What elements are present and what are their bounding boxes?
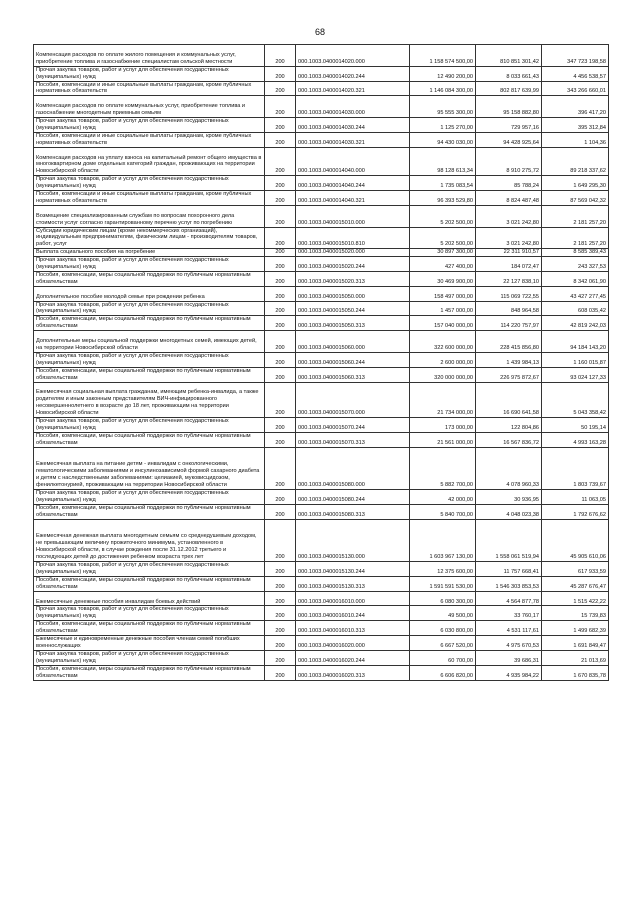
row-unexecuted-amount-cell: 15 739,83	[542, 606, 609, 621]
row-admin-code-cell: 200	[265, 249, 296, 257]
row-approved-amount-cell: 12 490 200,00	[410, 66, 476, 81]
row-classification-code-cell: 000.1003.0400016010.244	[296, 606, 410, 621]
row-approved-amount-cell: 5 882 700,00	[410, 447, 476, 489]
row-unexecuted-amount-cell: 21 013,69	[542, 650, 609, 665]
row-unexecuted-amount-cell: 1 104,36	[542, 132, 609, 147]
row-admin-code-cell: 200	[265, 562, 296, 577]
row-name-cell: Пособия, компенсации, меры социальной поддержки по публичным нормативным обязательствам	[34, 432, 265, 447]
row-executed-amount-cell: 33 760,17	[476, 606, 542, 621]
row-approved-amount-cell: 158 497 000,00	[410, 286, 476, 301]
table-row	[34, 504, 609, 519]
row-admin-code-cell: 200	[265, 286, 296, 301]
row-unexecuted-amount-cell: 8 342 061,90	[542, 271, 609, 286]
table-row	[34, 118, 609, 133]
row-unexecuted-amount-cell: 1 649 295,30	[542, 176, 609, 191]
table-row	[34, 367, 609, 382]
row-executed-amount-cell: 16 567 836,72	[476, 432, 542, 447]
row-approved-amount-cell: 60 700,00	[410, 650, 476, 665]
table-row	[34, 257, 609, 272]
row-unexecuted-amount-cell: 608 035,42	[542, 301, 609, 316]
row-approved-amount-cell: 21 734 000,00	[410, 382, 476, 418]
row-name-cell: Пособия, компенсации, меры социальной поддержки по публичным нормативным обязательствам	[34, 316, 265, 331]
row-admin-code-cell: 200	[265, 331, 296, 353]
row-executed-amount-cell: 4 975 670,53	[476, 636, 542, 651]
row-approved-amount-cell: 2 600 000,00	[410, 352, 476, 367]
row-classification-code-cell: 000.1003.0400014020.000	[296, 45, 410, 67]
row-name-cell: Компенсация расходов по оплате жилого помещения и коммунальных услуг, приобретение топлива и газоснабжение специалистам сельской местности	[34, 45, 265, 67]
table-row	[34, 591, 609, 606]
row-executed-amount-cell: 122 804,86	[476, 418, 542, 433]
row-name-cell: Пособия, компенсации, меры социальной поддержки по публичным нормативным обязательствам	[34, 504, 265, 519]
page-number: 68	[314, 27, 325, 37]
row-admin-code-cell: 200	[265, 227, 296, 249]
row-executed-amount-cell: 11 757 668,41	[476, 562, 542, 577]
row-classification-code-cell: 000.1003.0400015130.000	[296, 519, 410, 561]
row-approved-amount-cell: 157 040 000,00	[410, 316, 476, 331]
row-classification-code-cell: 000.1003.0400014040.321	[296, 191, 410, 206]
row-name-cell: Компенсация расходов на уплату взноса на капитальный ремонт общего имущества в многоквартирном доме отдельных категорий граждан, проживающих на территории Новосибирской области	[34, 147, 265, 176]
row-approved-amount-cell: 96 393 529,80	[410, 191, 476, 206]
table-row	[34, 418, 609, 433]
row-approved-amount-cell: 320 000 000,00	[410, 367, 476, 382]
table-row	[34, 147, 609, 176]
row-classification-code-cell: 000.1003.0400014020.321	[296, 81, 410, 96]
table-row	[34, 352, 609, 367]
row-admin-code-cell: 200	[265, 257, 296, 272]
row-approved-amount-cell: 322 600 000,00	[410, 331, 476, 353]
table-row	[34, 132, 609, 147]
row-admin-code-cell: 200	[265, 191, 296, 206]
row-unexecuted-amount-cell: 1 670 835,78	[542, 665, 609, 680]
table-row	[34, 562, 609, 577]
row-admin-code-cell: 200	[265, 81, 296, 96]
row-unexecuted-amount-cell: 8 585 389,43	[542, 249, 609, 257]
table-row	[34, 191, 609, 206]
row-approved-amount-cell: 1 735 083,54	[410, 176, 476, 191]
row-name-cell: Пособия, компенсации и иные социальные выплаты гражданам, кроме публичных нормативных обязательств	[34, 81, 265, 96]
row-executed-amount-cell: 115 069 722,55	[476, 286, 542, 301]
row-executed-amount-cell: 228 415 856,80	[476, 331, 542, 353]
row-executed-amount-cell: 3 021 242,80	[476, 205, 542, 227]
row-unexecuted-amount-cell: 42 819 242,03	[542, 316, 609, 331]
row-admin-code-cell: 200	[265, 650, 296, 665]
row-approved-amount-cell: 6 606 820,00	[410, 665, 476, 680]
row-name-cell: Пособия, компенсации и иные социальные выплаты гражданам, кроме публичных нормативных обязательств	[34, 132, 265, 147]
row-unexecuted-amount-cell: 4 456 538,57	[542, 66, 609, 81]
row-unexecuted-amount-cell: 1 691 849,47	[542, 636, 609, 651]
row-classification-code-cell: 000.1003.0400015020.313	[296, 271, 410, 286]
table-row	[34, 249, 609, 257]
table-row	[34, 665, 609, 680]
row-approved-amount-cell: 95 555 300,00	[410, 96, 476, 118]
row-executed-amount-cell: 4 531 117,61	[476, 621, 542, 636]
table-row	[34, 316, 609, 331]
table-row	[34, 331, 609, 353]
table-row	[34, 205, 609, 227]
row-executed-amount-cell: 184 072,47	[476, 257, 542, 272]
table-row	[34, 519, 609, 561]
row-executed-amount-cell: 4 048 023,38	[476, 504, 542, 519]
row-classification-code-cell: 000.1003.0400015060.313	[296, 367, 410, 382]
table-row	[34, 286, 609, 301]
row-classification-code-cell: 000.1003.0400014030.244	[296, 118, 410, 133]
row-classification-code-cell: 000.1003.0400015080.000	[296, 447, 410, 489]
table-row	[34, 301, 609, 316]
row-name-cell: Прочая закупка товаров, работ и услуг для обеспечения государственных (муниципальных) нужд	[34, 650, 265, 665]
row-name-cell: Прочая закупка товаров, работ и услуг для обеспечения государственных (муниципальных) нужд	[34, 176, 265, 191]
row-admin-code-cell: 200	[265, 606, 296, 621]
row-name-cell: Прочая закупка товаров, работ и услуг для обеспечения государственных (муниципальных) нужд	[34, 606, 265, 621]
row-unexecuted-amount-cell: 43 427 277,45	[542, 286, 609, 301]
row-approved-amount-cell: 1 158 574 500,00	[410, 45, 476, 67]
row-name-cell: Пособия, компенсации, меры социальной поддержки по публичным нормативным обязательствам	[34, 271, 265, 286]
row-unexecuted-amount-cell: 1 160 015,87	[542, 352, 609, 367]
row-classification-code-cell: 000.1003.0400015050.000	[296, 286, 410, 301]
row-name-cell: Выплата социального пособия на погребение	[34, 249, 265, 257]
row-unexecuted-amount-cell: 617 933,59	[542, 562, 609, 577]
row-executed-amount-cell: 8 033 661,43	[476, 66, 542, 81]
row-admin-code-cell: 200	[265, 418, 296, 433]
row-admin-code-cell: 200	[265, 665, 296, 680]
table-row	[34, 66, 609, 81]
row-executed-amount-cell: 94 428 925,64	[476, 132, 542, 147]
table-row	[34, 45, 609, 67]
row-unexecuted-amount-cell: 45 287 676,47	[542, 576, 609, 591]
row-executed-amount-cell: 4 564 877,78	[476, 591, 542, 606]
row-approved-amount-cell: 98 128 613,34	[410, 147, 476, 176]
row-classification-code-cell: 000.1003.0400015020.244	[296, 257, 410, 272]
row-unexecuted-amount-cell: 343 266 660,01	[542, 81, 609, 96]
table-row	[34, 490, 609, 505]
row-admin-code-cell: 200	[265, 504, 296, 519]
row-classification-code-cell: 000.1003.0400015130.244	[296, 562, 410, 577]
table-row	[34, 606, 609, 621]
table-body	[34, 45, 609, 681]
table-row	[34, 432, 609, 447]
row-classification-code-cell: 000.1003.0400016020.313	[296, 665, 410, 680]
row-approved-amount-cell: 6 667 520,00	[410, 636, 476, 651]
row-executed-amount-cell: 8 910 275,72	[476, 147, 542, 176]
row-classification-code-cell: 000.1003.0400015010.810	[296, 227, 410, 249]
row-executed-amount-cell: 30 936,95	[476, 490, 542, 505]
row-classification-code-cell: 000.1003.0400016020.000	[296, 636, 410, 651]
row-unexecuted-amount-cell: 2 181 257,20	[542, 205, 609, 227]
row-name-cell: Прочая закупка товаров, работ и услуг для обеспечения государственных (муниципальных) нужд	[34, 562, 265, 577]
row-admin-code-cell: 200	[265, 147, 296, 176]
table-row	[34, 576, 609, 591]
row-approved-amount-cell: 42 000,00	[410, 490, 476, 505]
row-unexecuted-amount-cell: 87 569 042,32	[542, 191, 609, 206]
table-row	[34, 650, 609, 665]
row-admin-code-cell: 200	[265, 118, 296, 133]
table-row	[34, 176, 609, 191]
row-unexecuted-amount-cell: 1 803 739,67	[542, 447, 609, 489]
row-executed-amount-cell: 16 690 641,58	[476, 382, 542, 418]
row-executed-amount-cell: 95 158 882,80	[476, 96, 542, 118]
row-name-cell: Ежемесячная выплата на питание детям - инвалидам с онкологическими, гематологическими заболеваниями и инсулинозависимой формой сахарного диабета и детям с наследственными заболеваниями: целиакией, муковисцидозом, фенилкетонурией, проживающим на территории Новосибирской области	[34, 447, 265, 489]
row-classification-code-cell: 000.1003.0400016010.000	[296, 591, 410, 606]
row-approved-amount-cell: 6 030 800,00	[410, 621, 476, 636]
table-row	[34, 271, 609, 286]
row-executed-amount-cell: 1 558 061 519,94	[476, 519, 542, 561]
table-row	[34, 621, 609, 636]
row-classification-code-cell: 000.1003.0400015050.244	[296, 301, 410, 316]
row-executed-amount-cell: 4 935 984,22	[476, 665, 542, 680]
row-name-cell: Субсидии юридическим лицам (кроме некоммерческих организаций), индивидуальным предпринимателям, физическим лицам - производителям товаров, работ, услуг	[34, 227, 265, 249]
row-name-cell: Дополнительные меры социальной поддержки многодетных семей, имеющих детей, на территории Новосибирской области	[34, 331, 265, 353]
row-executed-amount-cell: 4 078 960,33	[476, 447, 542, 489]
row-executed-amount-cell: 802 817 639,99	[476, 81, 542, 96]
row-admin-code-cell: 200	[265, 301, 296, 316]
row-unexecuted-amount-cell: 1 515 422,22	[542, 591, 609, 606]
row-unexecuted-amount-cell: 2 181 257,20	[542, 227, 609, 249]
row-classification-code-cell: 000.1003.0400015070.000	[296, 382, 410, 418]
row-approved-amount-cell: 1 591 591 530,00	[410, 576, 476, 591]
row-admin-code-cell: 200	[265, 432, 296, 447]
row-name-cell: Ежемесячная социальная выплата гражданам, имеющим ребенка-инвалида, а также родителям и иным законным представителям ВИЧ-инфицированного несовершеннолетнего в возрасте до 18 лет, проживающим на территории Новосибирской области	[34, 382, 265, 418]
row-classification-code-cell: 000.1003.0400014040.000	[296, 147, 410, 176]
row-executed-amount-cell: 85 788,24	[476, 176, 542, 191]
row-classification-code-cell: 000.1003.0400015020.000	[296, 249, 410, 257]
row-approved-amount-cell: 12 375 600,00	[410, 562, 476, 577]
row-admin-code-cell: 200	[265, 367, 296, 382]
row-admin-code-cell: 200	[265, 621, 296, 636]
row-name-cell: Пособия, компенсации, меры социальной поддержки по публичным нормативным обязательствам	[34, 621, 265, 636]
row-name-cell: Прочая закупка товаров, работ и услуг для обеспечения государственных (муниципальных) нужд	[34, 352, 265, 367]
row-approved-amount-cell: 1 457 000,00	[410, 301, 476, 316]
row-approved-amount-cell: 427 400,00	[410, 257, 476, 272]
row-approved-amount-cell: 5 840 700,00	[410, 504, 476, 519]
row-admin-code-cell: 200	[265, 591, 296, 606]
row-name-cell: Пособия, компенсации и иные социальные выплаты гражданам, кроме публичных нормативных обязательств	[34, 191, 265, 206]
row-admin-code-cell: 200	[265, 490, 296, 505]
row-name-cell: Пособия, компенсации, меры социальной поддержки по публичным нормативным обязательствам	[34, 665, 265, 680]
row-executed-amount-cell: 114 220 757,97	[476, 316, 542, 331]
row-classification-code-cell: 000.1003.0400015130.313	[296, 576, 410, 591]
row-classification-code-cell: 000.1003.0400015060.244	[296, 352, 410, 367]
row-unexecuted-amount-cell: 347 723 198,58	[542, 45, 609, 67]
table-row	[34, 96, 609, 118]
row-executed-amount-cell: 8 824 487,48	[476, 191, 542, 206]
row-unexecuted-amount-cell: 94 184 143,20	[542, 331, 609, 353]
row-classification-code-cell: 000.1003.0400016020.244	[296, 650, 410, 665]
row-name-cell: Прочая закупка товаров, работ и услуг для обеспечения государственных (муниципальных) нужд	[34, 490, 265, 505]
row-executed-amount-cell: 810 851 301,42	[476, 45, 542, 67]
row-classification-code-cell: 000.1003.0400014040.244	[296, 176, 410, 191]
row-unexecuted-amount-cell: 93 024 127,33	[542, 367, 609, 382]
row-executed-amount-cell: 1 439 984,13	[476, 352, 542, 367]
row-name-cell: Ежемесячные денежные пособия инвалидам боевых действий	[34, 591, 265, 606]
row-executed-amount-cell: 39 686,31	[476, 650, 542, 665]
row-name-cell: Прочая закупка товаров, работ и услуг для обеспечения государственных (муниципальных) нужд	[34, 301, 265, 316]
row-admin-code-cell: 200	[265, 132, 296, 147]
row-name-cell: Возмещение специализированным службам по вопросам похоронного дела стоимости услуг согласно гарантированному перечню услуг по погребению	[34, 205, 265, 227]
table-row	[34, 382, 609, 418]
row-admin-code-cell: 200	[265, 636, 296, 651]
row-name-cell: Прочая закупка товаров, работ и услуг для обеспечения государственных (муниципальных) нужд	[34, 66, 265, 81]
row-admin-code-cell: 200	[265, 45, 296, 67]
row-classification-code-cell: 000.1003.0400015010.000	[296, 205, 410, 227]
row-admin-code-cell: 200	[265, 352, 296, 367]
row-classification-code-cell: 000.1003.0400014030.000	[296, 96, 410, 118]
row-approved-amount-cell: 1 146 084 300,00	[410, 81, 476, 96]
row-classification-code-cell: 000.1003.0400015050.313	[296, 316, 410, 331]
row-admin-code-cell: 200	[265, 519, 296, 561]
row-executed-amount-cell: 22 127 838,10	[476, 271, 542, 286]
row-classification-code-cell: 000.1003.0400014030.321	[296, 132, 410, 147]
row-unexecuted-amount-cell: 395 312,84	[542, 118, 609, 133]
row-executed-amount-cell: 226 975 872,67	[476, 367, 542, 382]
row-classification-code-cell: 000.1003.0400016010.313	[296, 621, 410, 636]
row-approved-amount-cell: 5 202 500,00	[410, 227, 476, 249]
row-name-cell: Ежемесячные и единовременные денежные пособия членам семей погибших военнослужащих	[34, 636, 265, 651]
row-approved-amount-cell: 30 897 300,00	[410, 249, 476, 257]
row-approved-amount-cell: 1 125 270,00	[410, 118, 476, 133]
row-classification-code-cell: 000.1003.0400015080.313	[296, 504, 410, 519]
row-executed-amount-cell: 729 957,16	[476, 118, 542, 133]
row-name-cell: Прочая закупка товаров, работ и услуг для обеспечения государственных (муниципальных) нужд	[34, 418, 265, 433]
row-admin-code-cell: 200	[265, 96, 296, 118]
row-approved-amount-cell: 94 430 030,00	[410, 132, 476, 147]
row-unexecuted-amount-cell: 89 218 337,62	[542, 147, 609, 176]
row-admin-code-cell: 200	[265, 271, 296, 286]
row-approved-amount-cell: 21 561 000,00	[410, 432, 476, 447]
row-unexecuted-amount-cell: 4 993 163,28	[542, 432, 609, 447]
row-unexecuted-amount-cell: 1 792 676,62	[542, 504, 609, 519]
row-admin-code-cell: 200	[265, 176, 296, 191]
row-admin-code-cell: 200	[265, 576, 296, 591]
row-classification-code-cell: 000.1003.0400015070.244	[296, 418, 410, 433]
row-approved-amount-cell: 6 080 300,00	[410, 591, 476, 606]
row-classification-code-cell: 000.1003.0400015070.313	[296, 432, 410, 447]
row-classification-code-cell: 000.1003.0400015060.000	[296, 331, 410, 353]
table-row	[34, 227, 609, 249]
table-row	[34, 447, 609, 489]
row-unexecuted-amount-cell: 50 195,14	[542, 418, 609, 433]
row-executed-amount-cell: 848 964,58	[476, 301, 542, 316]
row-name-cell: Пособия, компенсации, меры социальной поддержки по публичным нормативным обязательствам	[34, 576, 265, 591]
row-approved-amount-cell: 1 603 967 130,00	[410, 519, 476, 561]
budget-execution-table	[33, 44, 609, 681]
row-unexecuted-amount-cell: 45 905 610,06	[542, 519, 609, 561]
row-unexecuted-amount-cell: 11 063,05	[542, 490, 609, 505]
table-row	[34, 636, 609, 651]
row-executed-amount-cell: 1 546 303 853,53	[476, 576, 542, 591]
row-unexecuted-amount-cell: 243 327,53	[542, 257, 609, 272]
row-name-cell: Ежемесячная денежная выплата многодетным семьям со среднедушевым доходом, не превышающим величину прожиточного минимума, установленного в Новосибирской области, в случае рождения после 31.12.2012 третьего и последующих детей до достижения ребенком возраста трех лет	[34, 519, 265, 561]
row-classification-code-cell: 000.1003.0400015080.244	[296, 490, 410, 505]
row-admin-code-cell: 200	[265, 316, 296, 331]
row-approved-amount-cell: 5 202 500,00	[410, 205, 476, 227]
row-name-cell: Компенсация расходов по оплате коммунальных услуг, приобретение топлива и газоснабжение многодетным приемным семьям	[34, 96, 265, 118]
row-approved-amount-cell: 173 000,00	[410, 418, 476, 433]
row-approved-amount-cell: 30 469 900,00	[410, 271, 476, 286]
table-row	[34, 81, 609, 96]
row-unexecuted-amount-cell: 1 499 682,39	[542, 621, 609, 636]
row-admin-code-cell: 200	[265, 382, 296, 418]
row-classification-code-cell: 000.1003.0400014020.244	[296, 66, 410, 81]
row-name-cell: Прочая закупка товаров, работ и услуг для обеспечения государственных (муниципальных) нужд	[34, 118, 265, 133]
row-admin-code-cell: 200	[265, 205, 296, 227]
row-name-cell: Прочая закупка товаров, работ и услуг для обеспечения государственных (муниципальных) нужд	[34, 257, 265, 272]
row-executed-amount-cell: 3 021 242,80	[476, 227, 542, 249]
row-unexecuted-amount-cell: 396 417,20	[542, 96, 609, 118]
row-approved-amount-cell: 49 500,00	[410, 606, 476, 621]
row-name-cell: Пособия, компенсации, меры социальной поддержки по публичным нормативным обязательствам	[34, 367, 265, 382]
row-executed-amount-cell: 22 311 910,57	[476, 249, 542, 257]
row-unexecuted-amount-cell: 5 043 358,42	[542, 382, 609, 418]
row-admin-code-cell: 200	[265, 447, 296, 489]
row-name-cell: Дополнительное пособие молодой семье при рождении ребенка	[34, 286, 265, 301]
row-admin-code-cell: 200	[265, 66, 296, 81]
